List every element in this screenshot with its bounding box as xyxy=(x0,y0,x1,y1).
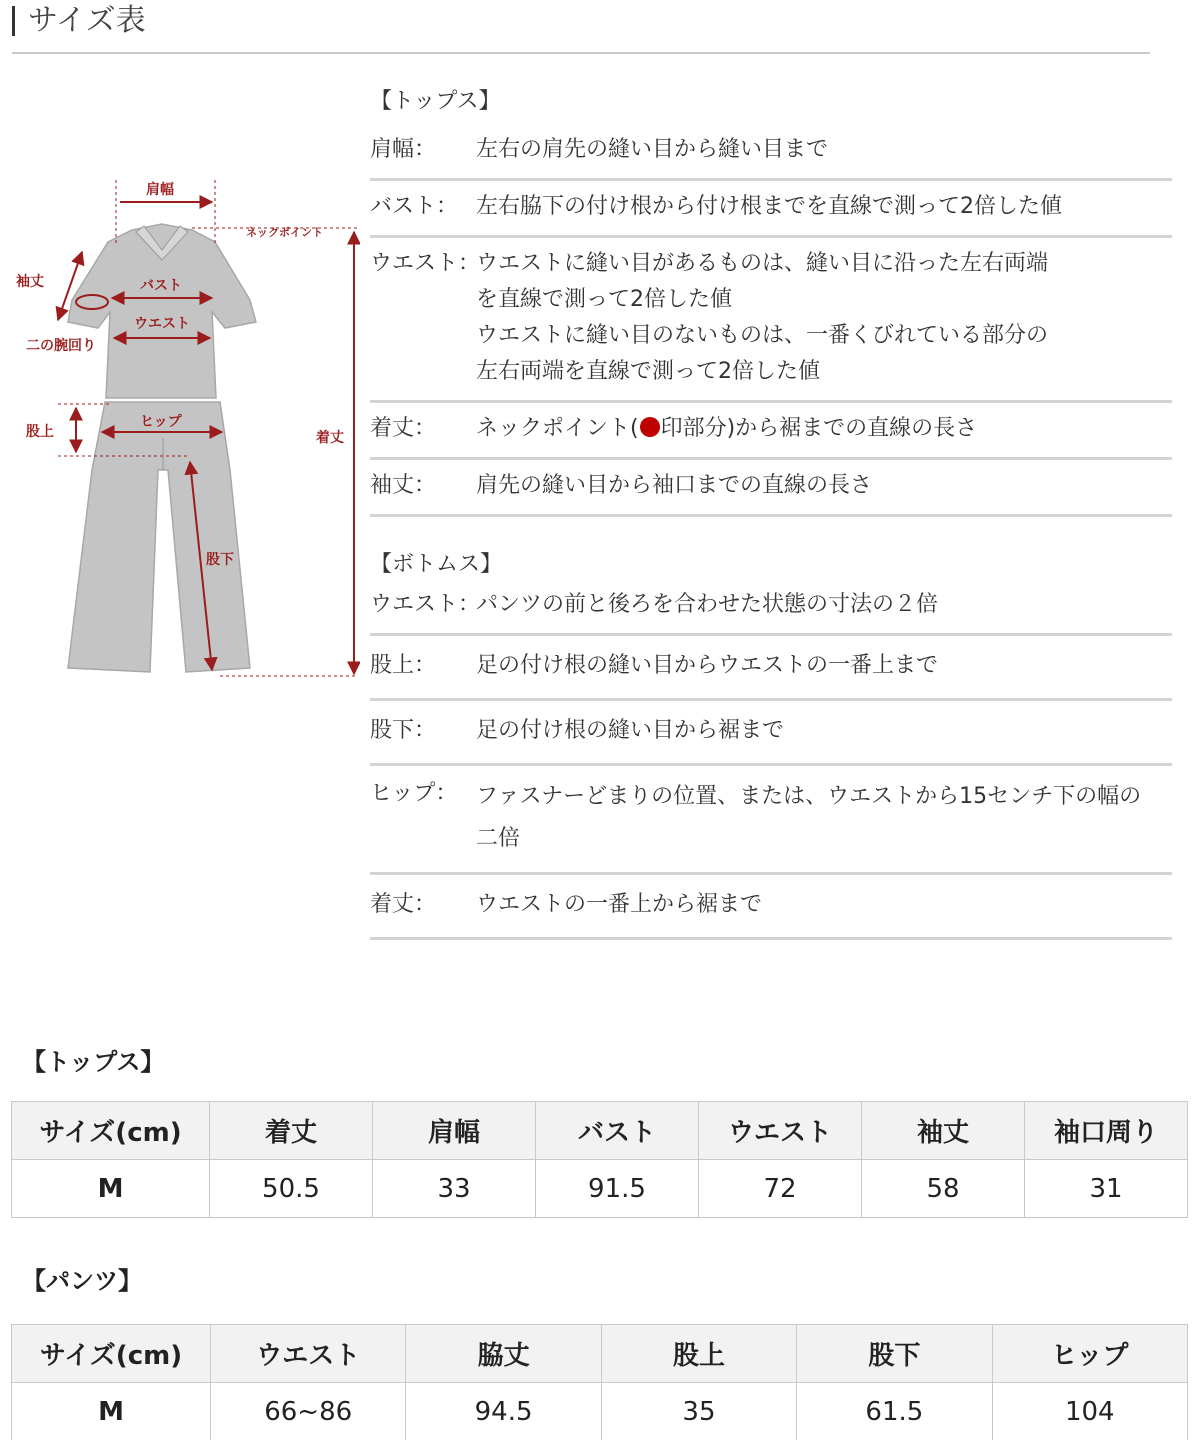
table-header-row xyxy=(12,1325,1188,1383)
definition-row xyxy=(370,238,1172,403)
definition-term: 着丈： xyxy=(370,892,437,917)
table-cell: 91.5 xyxy=(536,1160,699,1218)
definition-term: 股上： xyxy=(370,653,437,678)
desc-part: 印部分)から裾までの直線の長さ xyxy=(660,416,978,441)
definition-desc: ファスナーどまりの位置、または、ウエストから15センチ下の幅の 二倍 xyxy=(476,784,1142,851)
definition-row xyxy=(370,124,1172,181)
table-row xyxy=(12,1160,1188,1218)
definition-row xyxy=(370,701,1172,766)
label-matashita: 股下 xyxy=(206,552,234,568)
page-title: サイズ表 xyxy=(28,3,146,38)
tops-definitions-heading: 【トップス】 xyxy=(370,89,501,114)
label-neck-point: ネックポイント xyxy=(246,226,323,239)
label-ninoude: 二の腕回り xyxy=(26,338,96,354)
table-header-row xyxy=(12,1102,1188,1160)
tops-size-table xyxy=(11,1101,1188,1218)
definition-desc: 左右脇下の付け根から付け根までを直線で測って2倍した値 xyxy=(476,194,1062,219)
table-header-cell: 股下 xyxy=(797,1325,992,1383)
definition-term: バスト： xyxy=(370,194,459,219)
table-cell: 61.5 xyxy=(797,1383,992,1440)
table-cell: M xyxy=(12,1383,211,1440)
definition-row xyxy=(370,181,1172,238)
table-header-cell: 着丈 xyxy=(210,1102,373,1160)
definition-term: 肩幅： xyxy=(370,137,437,162)
definition-desc: ウエストに縫い目があるものは、縫い目に沿った左右両端 を直線で測って2倍した値 ウエストに縫い目のないものは、一番くびれている部分の 左右両端を直線で測って2倍した値 xyxy=(476,251,1049,384)
table-cell: 94.5 xyxy=(406,1383,601,1440)
definition-desc: 肩先の縫い目から袖口までの直線の長さ xyxy=(476,473,873,498)
garment-illustration xyxy=(10,170,360,690)
table-header-cell: ウエスト xyxy=(699,1102,862,1160)
pants-size-table xyxy=(11,1324,1188,1440)
table-cell: 72 xyxy=(699,1160,862,1218)
definition-term: 股下： xyxy=(370,718,437,743)
tops-table-title: 【トップス】 xyxy=(22,1048,165,1076)
pants-shape xyxy=(68,402,250,672)
table-header-cell: サイズ(cm) xyxy=(12,1325,211,1383)
definition-term: 着丈： xyxy=(370,416,437,441)
definition-row xyxy=(370,636,1172,701)
definition-desc: ウエストの一番上から裾まで xyxy=(476,892,763,917)
definition-term: ウエスト： xyxy=(370,251,481,276)
table-header-cell: 袖丈 xyxy=(862,1102,1025,1160)
table-header-cell: 袖口周り xyxy=(1025,1102,1188,1160)
label-kitake: 着丈 xyxy=(316,430,344,446)
definition-term: 袖丈： xyxy=(370,473,437,498)
table-cell: 35 xyxy=(601,1383,796,1440)
table-header-cell: サイズ(cm) xyxy=(12,1102,210,1160)
measurement-definitions xyxy=(370,80,1172,940)
table-cell: 33 xyxy=(373,1160,536,1218)
table-cell: 58 xyxy=(862,1160,1025,1218)
table-cell: M xyxy=(12,1160,210,1218)
definition-row xyxy=(370,875,1172,940)
label-sodetake: 袖丈 xyxy=(16,274,44,290)
label-waist: ウエスト xyxy=(134,316,190,332)
definition-desc: 左右の肩先の縫い目から縫い目まで xyxy=(476,137,829,162)
measurement-diagram xyxy=(10,170,360,690)
label-katahaba: 肩幅 xyxy=(146,182,174,198)
desc-part: ネックポイント( xyxy=(476,416,639,441)
table-header-cell: ウエスト xyxy=(211,1325,406,1383)
table-header-cell: 肩幅 xyxy=(373,1102,536,1160)
definition-desc: 足の付け根の縫い目から裾まで xyxy=(476,718,785,743)
definition-row xyxy=(370,460,1172,517)
red-dot-icon xyxy=(640,417,660,437)
definition-desc: パンツの前と後ろを合わせた状態の寸法の２倍 xyxy=(476,592,939,617)
definition-term: ウエスト： xyxy=(370,592,481,617)
label-matagami: 股上 xyxy=(26,424,54,440)
table-header-cell: 股上 xyxy=(601,1325,796,1383)
table-header-cell: ヒップ xyxy=(992,1325,1187,1383)
definition-row xyxy=(370,766,1172,875)
table-cell: 50.5 xyxy=(210,1160,373,1218)
table-cell: 31 xyxy=(1025,1160,1188,1218)
definition-desc xyxy=(476,411,1172,447)
definition-row xyxy=(370,587,1172,636)
table-row xyxy=(12,1383,1188,1440)
pants-table-title: 【パンツ】 xyxy=(22,1267,142,1295)
label-bust: バスト xyxy=(140,278,182,294)
table-cell: 104 xyxy=(992,1383,1187,1440)
table-header-cell: 脇丈 xyxy=(406,1325,601,1383)
table-cell: 66~86 xyxy=(211,1383,406,1440)
bottoms-definitions-heading: 【ボトムス】 xyxy=(370,552,503,577)
table-header-cell: バスト xyxy=(536,1102,699,1160)
label-hip: ヒップ xyxy=(140,414,182,430)
definition-desc: 足の付け根の縫い目からウエストの一番上まで xyxy=(476,653,939,678)
header-bar xyxy=(12,6,15,36)
page-header xyxy=(12,0,1150,54)
definition-row xyxy=(370,403,1172,460)
definition-term: ヒップ： xyxy=(370,781,458,806)
